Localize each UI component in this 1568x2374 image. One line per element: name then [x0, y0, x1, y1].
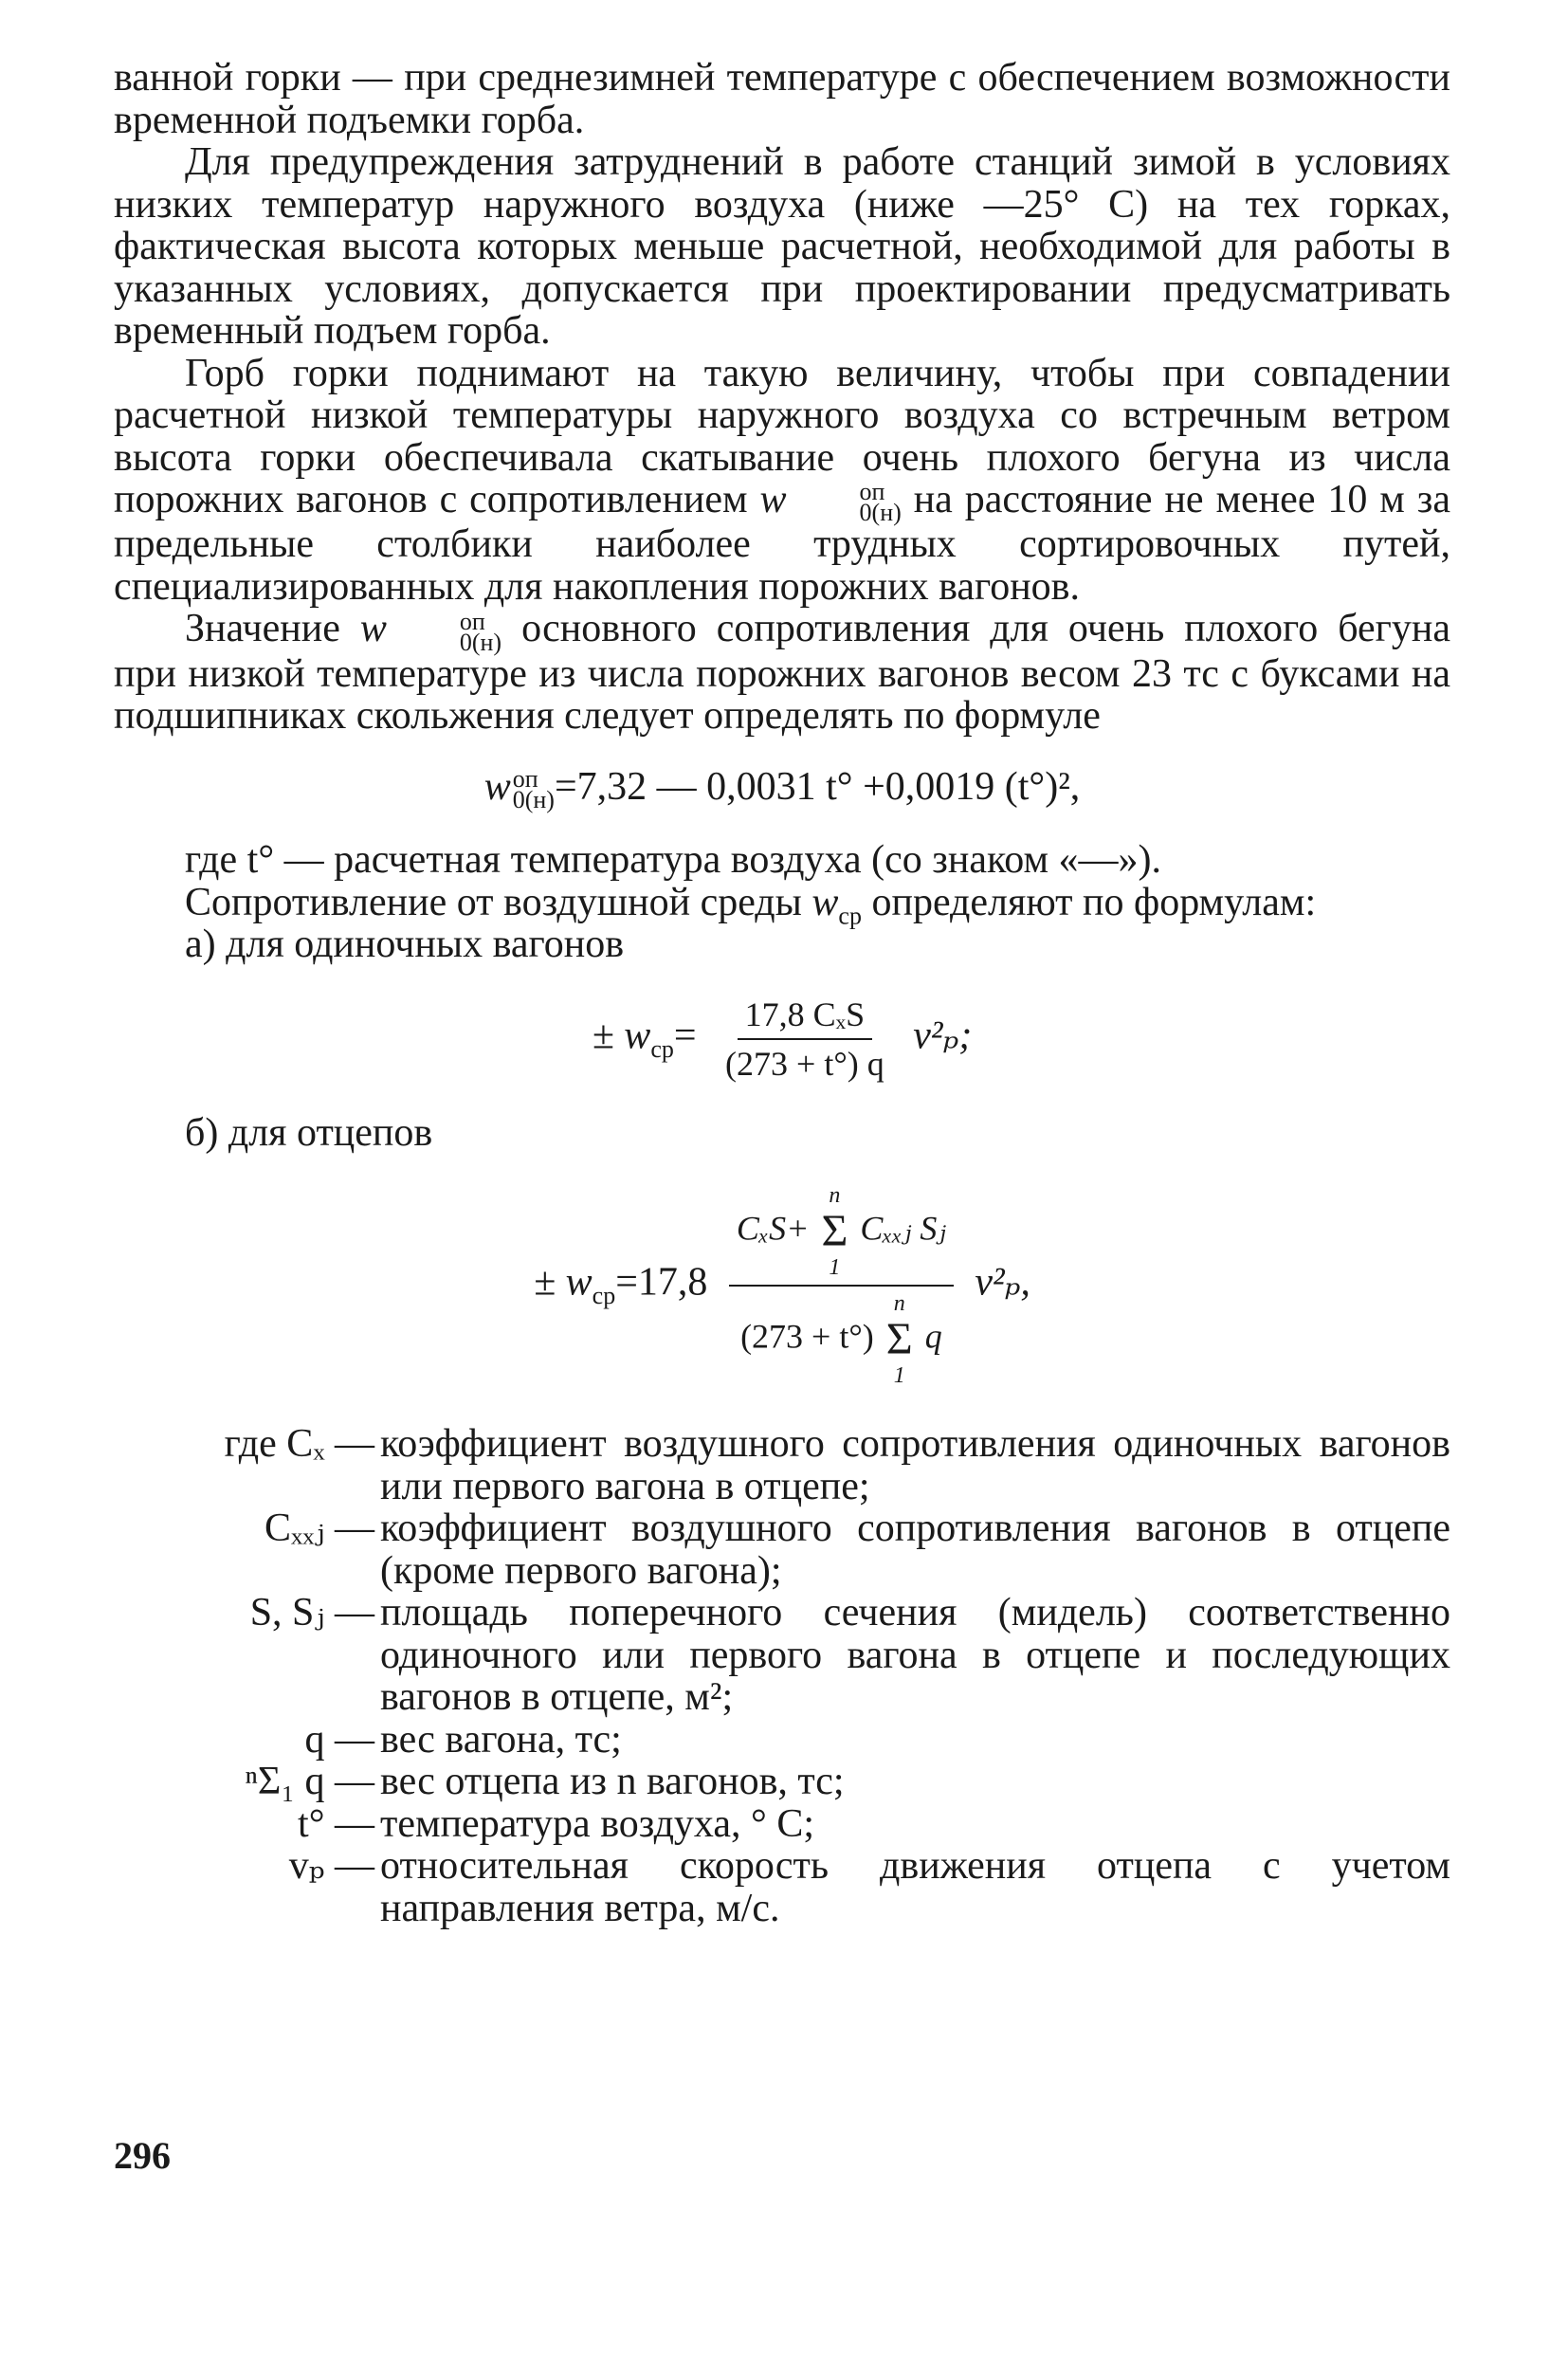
formula-resistance — [114, 764, 1450, 814]
definition-text: относительная скорость движения отцепа с учетом направления ветра, м/с. — [380, 1844, 1450, 1930]
definition-text: коэффициент воздушного сопротивления одиночных вагонов или первого вагона в отцепе; — [380, 1422, 1450, 1508]
formula-single-wagons — [114, 995, 1450, 1084]
definition-row — [114, 1507, 1450, 1592]
formula-a-numerator: 17,8 CₓS — [738, 995, 872, 1040]
definition-symbol: где Cₓ — — [224, 1422, 374, 1467]
definition-row — [114, 1719, 1450, 1762]
symbol-w: w — [359, 607, 387, 651]
sigma-icon: n Σ 1 — [885, 1291, 913, 1389]
definition-text: вес вагона, тс; — [380, 1717, 622, 1762]
formula-a-tail: v²ₚ; — [913, 1014, 973, 1058]
paragraph-5-text-a: Сопротивление от воздушной среды — [185, 880, 802, 924]
definitions-list — [114, 1423, 1450, 1929]
formula-b-fraction — [729, 1182, 954, 1389]
formula-a-denominator: (273 + t°) q — [725, 1044, 884, 1083]
definition-row — [114, 1845, 1450, 1929]
where-temperature: где t° — расчетная температура воздуха (со знаком «—»). — [185, 838, 1162, 883]
formula-b-eq: = — [615, 1260, 638, 1305]
item-a: а) для одиночных вагонов — [185, 922, 625, 967]
paragraph-4-text-a: Значение — [185, 607, 340, 651]
formula-b-const: 17,8 — [637, 1260, 708, 1305]
definition-text: вес отцепа из n вагонов, тс; — [380, 1760, 845, 1804]
symbol-w: w — [759, 478, 787, 521]
definition-text: температура воздуха, ° С; — [380, 1801, 815, 1846]
definition-row — [114, 1761, 1450, 1803]
formula-a-eq: = — [673, 1014, 697, 1058]
definition-symbol: q — — [304, 1717, 374, 1762]
definition-row — [114, 1803, 1450, 1846]
paragraph-2: Для предупреждения затруднений в работе станций зимой в условиях низких температур наружного воздуха (ниже —25° С) на тех горках, фактическая высота которых меньше расчетной, необходимой для работы в указанных условиях, допускается при проектировании предусматривать временный подъем горба. — [114, 140, 1450, 353]
symbol-w-indices: оп 0(н) — [459, 607, 502, 656]
definition-text: площадь поперечного сечения (мидель) соответственно одиночного или первого вагона в отцепе и последующих вагонов в отцепе, м²; — [380, 1591, 1450, 1720]
formula-b-lhs: ± w — [534, 1260, 593, 1305]
page-content — [114, 57, 1450, 1929]
formula-a-lhs: ± w — [592, 1014, 651, 1058]
paragraph-3-text-a: Горб горки поднимают на такую величину, чтобы при совпадении расчетной низкой температуры наружного воздуха со встречным ветром высота горки обеспечивала скатывание очень плохого бегуна из числа порожних вагонов с сопротивлением — [114, 351, 1450, 521]
definition-symbol: Cₓₓⱼ — — [264, 1507, 374, 1551]
paragraph-4-text-b: основного сопротивления для очень плохого бегуна при низкой температуре из числа порожних вагонов весом 23 тс с буксами на подшипниках скольжения следует определять по формуле — [114, 607, 1450, 739]
definition-symbol: t° — — [298, 1801, 374, 1846]
formula-b-num-right: Cₓₓⱼ Sⱼ — [860, 1209, 946, 1248]
formula-b-den-left: (273 + t°) — [740, 1317, 874, 1356]
formula-b-sub: ср — [592, 1282, 616, 1310]
symbol-w-indices: оп 0(н) — [859, 478, 902, 527]
page-number: 296 — [114, 2134, 171, 2177]
definition-row — [114, 1423, 1450, 1507]
item-b: б) для отцепов — [185, 1110, 433, 1155]
symbol-sub-cp: ср — [838, 901, 862, 929]
definition-symbol: ⁿΣ₁ q — — [245, 1760, 374, 1804]
sigma-icon: n Σ 1 — [821, 1183, 848, 1281]
symbol-w-cp: w — [811, 880, 839, 924]
formula-w-indices: оп 0(н) — [512, 765, 555, 814]
formula-cuts — [114, 1182, 1450, 1389]
paragraph-3 — [114, 353, 1450, 609]
formula-rhs: =7,32 — 0,0031 t° +0,0019 (t°)², — [554, 764, 1081, 809]
paragraph-5-text-b: определяют по формулам: — [871, 880, 1317, 924]
definition-symbol: S, Sⱼ — — [249, 1591, 374, 1635]
formula-a-sub: ср — [650, 1034, 674, 1063]
formula-w: w — [483, 764, 511, 809]
definition-symbol: vₚ — — [288, 1844, 374, 1889]
formula-b-denominator — [733, 1287, 950, 1389]
formula-b-tail: v²ₚ, — [975, 1260, 1030, 1305]
paragraph-3-text-b: на расстояние не менее 10 м за предельные столбики наиболее трудных сортировочных путей, специализированных для накопления порожних вагонов. — [114, 478, 1450, 609]
paragraph-4 — [114, 608, 1450, 737]
definition-row — [114, 1592, 1450, 1719]
paragraph-5 — [114, 880, 1450, 929]
definition-text: коэффициент воздушного сопротивления вагонов в отцепе (кроме первого вагона); — [380, 1507, 1450, 1593]
formula-b-num-left: CₓS+ — [736, 1209, 810, 1248]
formula-b-numerator — [729, 1182, 954, 1287]
paragraph-1: ванной горки — при среднезимней температуре с обеспечением возможности временной подъемки горба. — [114, 56, 1450, 142]
formula-a-fraction — [718, 995, 892, 1084]
formula-b-den-right: q — [924, 1317, 942, 1356]
